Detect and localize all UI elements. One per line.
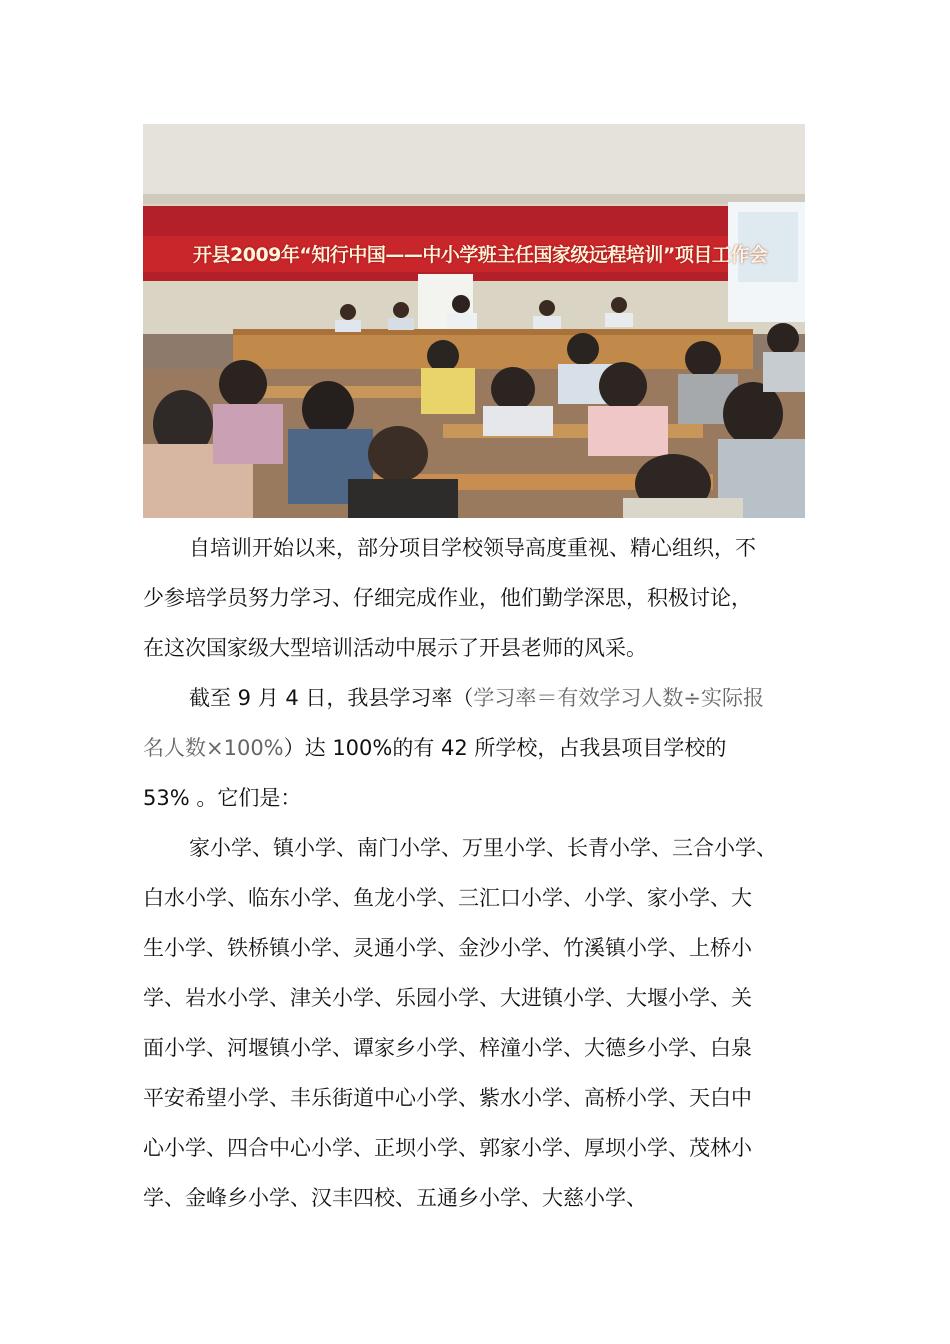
formula-text: 学习率＝有效学习人数÷实际报: [473, 686, 765, 710]
meeting-photo: [143, 124, 805, 518]
school-list-line: 面小学、河堰镇小学、谭家乡小学、梓潼小学、大德乡小学、白泉: [143, 1036, 752, 1060]
school-list-line: 平安希望小学、丰乐街道中心小学、紫水小学、高桥小学、天白中: [143, 1086, 752, 1110]
paragraph-school-list: [143, 823, 823, 1223]
text-line: [143, 723, 823, 773]
text-line: 在这次国家级大型培训活动中展示了开县老师的风采。: [143, 636, 647, 660]
formula-text: 名人数×100%: [143, 736, 284, 760]
text-segment: 截至 9 月 4 日，我县学习率（: [189, 686, 474, 710]
banner-text: 开县2009年“知行中国——中小学班主任国家级远程培训”项目工作会: [193, 244, 768, 266]
text-line: [143, 673, 823, 723]
paragraph-intro: [143, 523, 823, 673]
school-list-line: 家小学、镇小学、南门小学、万里小学、长青小学、三合小学、: [189, 836, 777, 860]
school-list-line: 心小学、四合中心小学、正坝小学、郭家小学、厚坝小学、茂林小: [143, 1136, 752, 1160]
paragraph-statistics: [143, 673, 823, 823]
school-list-line: 学、金峰乡小学、汉丰四校、五通乡小学、大慈小学、: [143, 1186, 647, 1210]
text-line: 53% 。它们是：: [143, 786, 302, 810]
meeting-photo-illustration: [143, 124, 805, 518]
text-segment: ）达 100%的有 42 所学校，占我县项目学校的: [283, 736, 727, 760]
text-line: 自培训开始以来，部分项目学校领导高度重视、精心组织，不: [189, 536, 756, 560]
school-list-line: 生小学、铁桥镇小学、灵通小学、金沙小学、竹溪镇小学、上桥小: [143, 936, 752, 960]
school-list-line: 学、岩水小学、津关小学、乐园小学、大进镇小学、大堰小学、关: [143, 986, 752, 1010]
text-line: 少参培学员努力学习、仔细完成作业，他们勤学深思，积极讨论，: [143, 586, 752, 610]
school-list-line: 白水小学、临东小学、鱼龙小学、三汇口小学、小学、家小学、大: [143, 886, 752, 910]
